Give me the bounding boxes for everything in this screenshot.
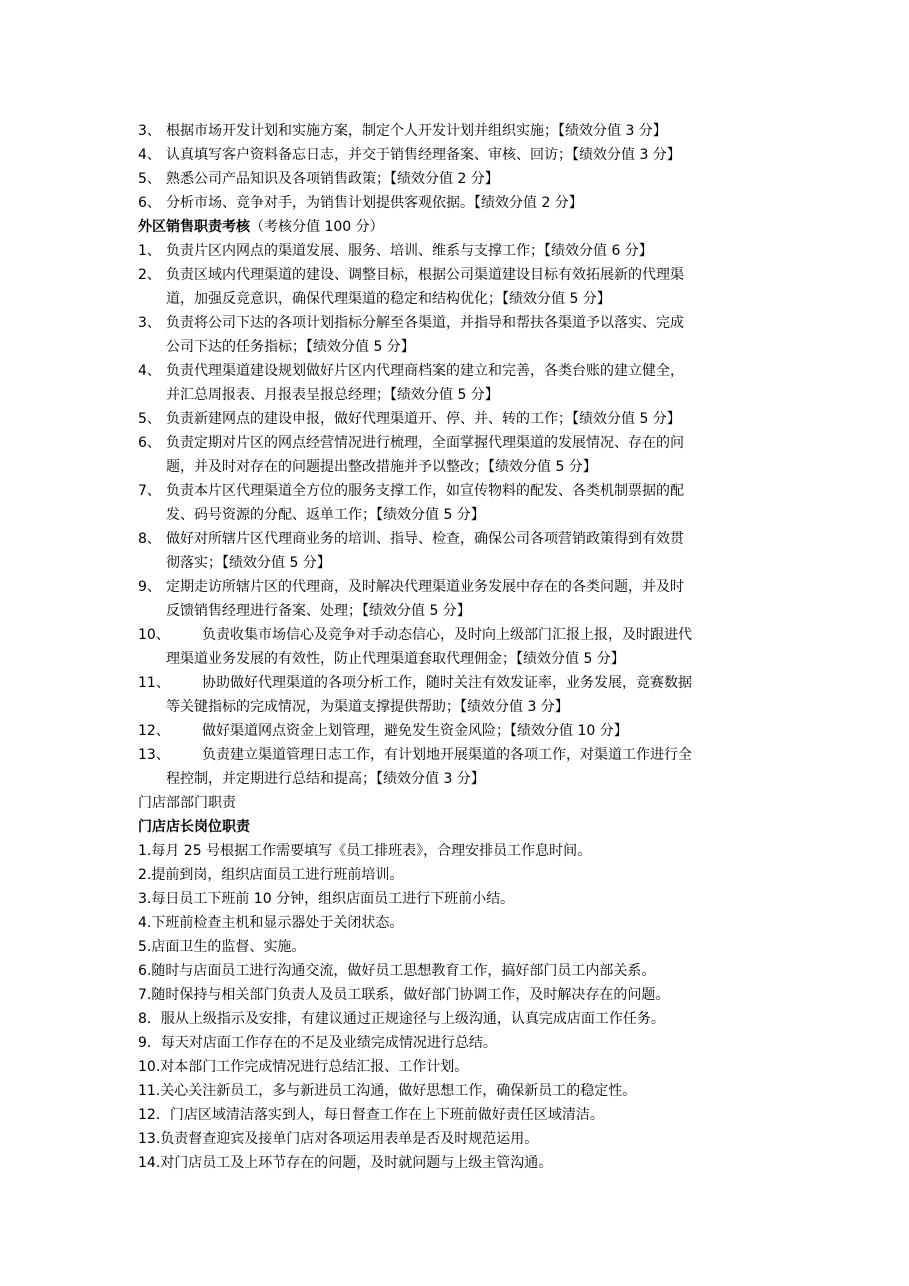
item-number: 12、 bbox=[138, 723, 170, 739]
item-text-continued: 理渠道业务发展的有效性，防止代理渠道套取代理佣金；【绩效分值 5 分】 bbox=[166, 651, 625, 667]
item-text: 定期走访所辖片区的代理商，及时解决代理渠道业务发展中存在的各类问题，并及时 bbox=[166, 579, 684, 595]
item-text: 负责收集市场信心及竞争对手动态信心，及时向上级部门汇报上报，及时跟进代 bbox=[202, 627, 692, 643]
item-number: 13、 bbox=[138, 747, 170, 763]
item-text: 熟悉公司产品知识及各项销售政策；【绩效分值 2 分】 bbox=[166, 171, 499, 187]
item-text-continued: 等关键指标的完成情况，为渠道支撑提供帮助；【绩效分值 3 分】 bbox=[166, 699, 569, 715]
list-item: 3.每日员工下班前 10 分钟，组织店面员工进行下班前小结。 bbox=[138, 891, 515, 907]
item-text: 负责代理渠道建设规划做好片区内代理商档案的建立和完善，各类台账的建立健全， bbox=[166, 363, 684, 379]
item-number: 10、 bbox=[138, 627, 170, 643]
list-item bbox=[138, 191, 778, 215]
item-text: 负责定期对片区的网点经营情况进行梳理，全面掌握代理渠道的发展情况、存在的问 bbox=[166, 435, 684, 451]
top-list bbox=[138, 119, 778, 215]
list-item: 4.下班前检查主机和显示器处于关闭状态。 bbox=[138, 915, 404, 931]
section2-title: 门店店长岗位职责 bbox=[138, 819, 250, 835]
list-item bbox=[138, 143, 778, 167]
item-text: 认真填写客户资料备忘日志，并交于销售经理备案、审核、回访；【绩效分值 3 分】 bbox=[166, 147, 681, 163]
item-number: 9、 bbox=[138, 579, 161, 595]
item-number: 7、 bbox=[138, 483, 161, 499]
item-number: 2、 bbox=[138, 267, 161, 283]
item-text: 分析市场、竞争对手，为销售计划提供客观依据。【绩效分值 2 分】 bbox=[166, 195, 583, 211]
list-item bbox=[138, 479, 778, 527]
list-item bbox=[138, 431, 778, 479]
item-number: 3、 bbox=[138, 315, 161, 331]
item-text-continued: 彻落实；【绩效分值 5 分】 bbox=[166, 555, 331, 571]
item-text-continued: 发、码号资源的分配、返单工作；【绩效分值 5 分】 bbox=[166, 507, 485, 523]
list-item bbox=[138, 623, 778, 671]
list-item bbox=[138, 263, 778, 311]
list-item: 13.负责督查迎宾及接单门店对各项运用表单是否及时规范运用。 bbox=[138, 1131, 539, 1147]
item-text: 负责建立渠道管理日志工作，有计划地开展渠道的各项工作，对渠道工作进行全 bbox=[202, 747, 692, 763]
list-item: 9．每天对店面工作存在的不足及业绩完成情况进行总结。 bbox=[138, 1035, 497, 1051]
item-number: 6、 bbox=[138, 435, 161, 451]
item-text-continued: 公司下达的任务指标；【绩效分值 5 分】 bbox=[166, 339, 415, 355]
list-item bbox=[138, 527, 778, 575]
list-item bbox=[138, 719, 778, 743]
item-text: 做好渠道网点资金上划管理，避免发生资金风险；【绩效分值 10 分】 bbox=[202, 723, 628, 739]
item-text: 做好对所辖片区代理商业务的培训、指导、检查，确保公司各项营销政策得到有效贯 bbox=[166, 531, 684, 547]
list-item: 7.随时保持与相关部门负责人及员工联系，做好部门协调工作，及时解决存在的问题。 bbox=[138, 987, 670, 1003]
list-item: 12．门店区域清洁落实到人，每日督查工作在上下班前做好责任区域清洁。 bbox=[138, 1107, 604, 1123]
item-text: 根据市场开发计划和实施方案，制定个人开发计划并组织实施；【绩效分值 3 分】 bbox=[166, 123, 667, 139]
item-text: 负责本片区代理渠道全方位的服务支撑工作，如宣传物料的配发、各类机制票据的配 bbox=[166, 483, 684, 499]
list-item: 1.每月 25 号根据工作需要填写《员工排班表》，合理安排员工作息时间。 bbox=[138, 843, 592, 859]
section-heading bbox=[138, 215, 778, 239]
section2-list bbox=[138, 839, 778, 1175]
section1-list bbox=[138, 239, 778, 623]
item-number: 8、 bbox=[138, 531, 161, 547]
item-number: 5、 bbox=[138, 411, 161, 427]
item-text-continued: 道，加强反竞意识，确保代理渠道的稳定和结构优化；【绩效分值 5 分】 bbox=[166, 291, 611, 307]
list-item: 2.提前到岗，组织店面员工进行班前培训。 bbox=[138, 867, 404, 883]
item-text: 负责将公司下达的各项计划指标分解至各渠道，并指导和帮扶各渠道予以落实、完成 bbox=[166, 315, 684, 331]
item-number: 11、 bbox=[138, 675, 170, 691]
section-subtitle: （考核分值 100 分） bbox=[250, 219, 384, 235]
item-text-continued: 题，并及时对存在的问题提出整改措施并予以整改；【绩效分值 5 分】 bbox=[166, 459, 597, 475]
list-item bbox=[138, 407, 778, 431]
list-item: 8．服从上级指示及安排，有建议通过正规途径与上级沟通，认真完成店面工作任务。 bbox=[138, 1011, 665, 1027]
list-item bbox=[138, 119, 778, 143]
item-number: 1、 bbox=[138, 243, 161, 259]
item-text-continued: 并汇总周报表、月报表呈报总经理；【绩效分值 5 分】 bbox=[166, 387, 499, 403]
item-number: 4、 bbox=[138, 363, 161, 379]
list-item: 6.随时与店面员工进行沟通交流，做好员工思想教育工作，搞好部门员工内部关系。 bbox=[138, 963, 656, 979]
item-text: 协助做好代理渠道的各项分析工作，随时关注有效发证率，业务发展，竞赛数据 bbox=[202, 675, 692, 691]
section-title: 外区销售职责考核 bbox=[138, 219, 250, 235]
item-text-continued: 反馈销售经理进行备案、处理；【绩效分值 5 分】 bbox=[166, 603, 471, 619]
list-item: 5.店面卫生的监督、实施。 bbox=[138, 939, 306, 955]
item-text: 负责区域内代理渠道的建设、调整目标，根据公司渠道建设目标有效拓展新的代理渠 bbox=[166, 267, 684, 283]
item-number: 3、 bbox=[138, 123, 161, 139]
list-item bbox=[138, 167, 778, 191]
item-text: 负责新建网点的建设申报，做好代理渠道开、停、并、转的工作；【绩效分值 5 分】 bbox=[166, 411, 681, 427]
item-text: 负责片区内网点的渠道发展、服务、培训、维系与支撑工作；【绩效分值 6 分】 bbox=[166, 243, 653, 259]
item-text-continued: 程控制，并定期进行总结和提高；【绩效分值 3 分】 bbox=[166, 771, 485, 787]
item-number: 5、 bbox=[138, 171, 161, 187]
list-item: 11.关心关注新员工，多与新进员工沟通，做好思想工作，确保新员工的稳定性。 bbox=[138, 1083, 637, 1099]
list-item bbox=[138, 311, 778, 359]
list-item bbox=[138, 671, 778, 719]
section1-list-wide bbox=[138, 623, 778, 791]
list-item bbox=[138, 359, 778, 407]
department-heading: 门店部部门职责 bbox=[138, 795, 236, 811]
list-item: 10.对本部门工作完成情况进行总结汇报、工作计划。 bbox=[138, 1059, 469, 1075]
list-item bbox=[138, 575, 778, 623]
list-item bbox=[138, 239, 778, 263]
list-item bbox=[138, 743, 778, 791]
item-number: 6、 bbox=[138, 195, 161, 211]
list-item: 14.对门店员工及上环节存在的问题，及时就问题与上级主管沟通。 bbox=[138, 1155, 553, 1171]
item-number: 4、 bbox=[138, 147, 161, 163]
document-body bbox=[138, 119, 778, 1175]
